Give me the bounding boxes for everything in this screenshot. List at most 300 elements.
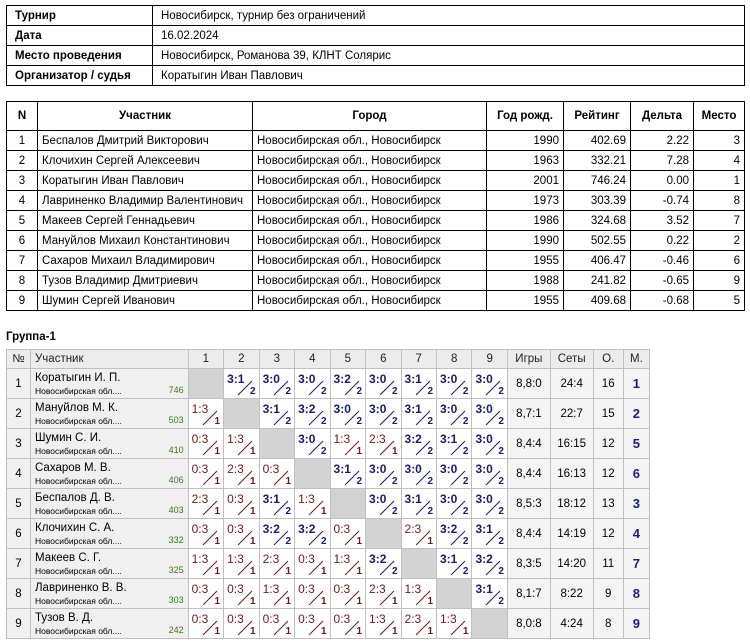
crosstable-row: [7, 519, 650, 549]
participant-row: [7, 151, 745, 171]
crosstable-header: 6: [366, 350, 401, 369]
match-score: 2:3: [369, 432, 386, 446]
match-points: 2: [285, 536, 292, 547]
match-score: 3:2: [262, 522, 280, 536]
match-cell: [224, 609, 259, 639]
match-points: 1: [214, 446, 221, 457]
place-stat: 5: [623, 429, 649, 459]
match-points: 1: [214, 536, 221, 547]
points-stat: 8: [593, 609, 623, 639]
match-points: 1: [250, 536, 256, 547]
crosstable-header: 4: [295, 350, 330, 369]
crosstable-header: 1: [188, 350, 223, 369]
match-score: 3:1: [262, 492, 280, 506]
match-points: 2: [320, 416, 327, 427]
diagonal-cell: [295, 459, 330, 489]
info-value: Коратыгин Иван Павлович: [153, 66, 745, 86]
participant-cell: Новосибирская обл., Новосибирск: [253, 191, 487, 211]
match-cell: [401, 369, 436, 399]
match-points: 1: [356, 626, 363, 637]
sets-stat: 16:13: [550, 459, 593, 489]
place-stat: 7: [623, 549, 649, 579]
match-score: 3:0: [475, 402, 493, 416]
match-points: 2: [498, 566, 504, 577]
column-header: Дельта: [631, 102, 694, 131]
match-points: 1: [250, 476, 256, 487]
match-cell: [472, 399, 507, 429]
diagonal-cell: [188, 369, 223, 399]
participant-cell: 4: [7, 191, 38, 211]
match-points: 1: [427, 626, 433, 637]
match-cell: [437, 489, 472, 519]
participant-cell: 8: [7, 271, 38, 291]
match-points: 2: [250, 386, 256, 397]
points-stat: 12: [593, 429, 623, 459]
match-cell: [437, 459, 472, 489]
participant-row: [7, 171, 745, 191]
match-cell: [224, 489, 259, 519]
column-header: Рейтинг: [564, 102, 631, 131]
games-stat: 8,1:7: [507, 579, 550, 609]
match-cell: [295, 399, 330, 429]
match-score: 2:3: [227, 462, 244, 476]
match-score: 3:0: [475, 372, 493, 386]
info-row: [7, 66, 745, 86]
match-points: 2: [427, 386, 433, 397]
player-number: 5: [7, 489, 31, 519]
match-points: 1: [320, 566, 327, 577]
match-score: 3:1: [227, 372, 245, 386]
match-cell: [259, 369, 294, 399]
match-points: 2: [427, 506, 433, 517]
match-cell: [188, 489, 223, 519]
player-region: Новосибирская обл....: [35, 536, 122, 546]
participant-cell: 1963: [487, 151, 564, 171]
column-header: N: [7, 102, 38, 131]
match-points: 2: [320, 386, 327, 397]
player-cell: [31, 609, 189, 639]
match-points: 2: [391, 386, 398, 397]
match-score: 2:3: [369, 582, 386, 596]
crosstable-header: 3: [259, 350, 294, 369]
match-cell: [188, 579, 223, 609]
player-name: Клочихин С. А.: [35, 522, 115, 534]
match-score: 2:3: [404, 612, 422, 626]
match-points: 1: [320, 506, 327, 517]
match-cell: [401, 399, 436, 429]
participant-cell: Коратыгин Иван Павлович: [38, 171, 253, 191]
match-score: 3:1: [475, 522, 493, 536]
player-name: Тузов В. Д.: [35, 612, 94, 624]
participant-row: [7, 191, 745, 211]
player-cell: [31, 369, 189, 399]
match-cell: [401, 429, 436, 459]
match-score: 3:2: [298, 402, 316, 416]
match-points: 2: [498, 386, 504, 397]
match-score: 3:2: [333, 372, 351, 386]
match-points: 2: [498, 596, 504, 607]
participant-row: [7, 231, 745, 251]
crosstable-header: 5: [330, 350, 365, 369]
match-points: 1: [320, 626, 327, 637]
match-points: 2: [498, 506, 504, 517]
match-points: 2: [391, 566, 398, 577]
participant-cell: 2: [694, 231, 745, 251]
participant-row: [7, 291, 745, 311]
diagonal-cell: [472, 609, 507, 639]
participant-cell: 2.22: [631, 131, 694, 151]
player-rating: 410: [168, 445, 184, 455]
info-label: Дата: [7, 26, 153, 46]
participant-cell: Мануйлов Михаил Константинович: [38, 231, 253, 251]
match-cell: [330, 519, 365, 549]
match-cell: [472, 489, 507, 519]
crosstable-row: [7, 459, 650, 489]
match-points: 2: [462, 536, 469, 547]
participant-cell: 1: [7, 131, 38, 151]
participant-cell: Сахаров Михаил Владимирович: [38, 251, 253, 271]
match-points: 2: [285, 386, 292, 397]
match-points: 1: [427, 596, 433, 607]
column-header: Город: [253, 102, 487, 131]
match-score: 0:3: [227, 582, 244, 596]
participant-cell: 8: [694, 191, 745, 211]
match-score: 1:3: [227, 432, 244, 446]
participant-row: [7, 251, 745, 271]
sets-stat: 8:22: [550, 579, 593, 609]
player-region: Новосибирская обл....: [35, 416, 122, 426]
participant-cell: Новосибирская обл., Новосибирск: [253, 151, 487, 171]
player-name: Коратыгин И. П.: [35, 372, 121, 384]
participant-cell: -0.46: [631, 251, 694, 271]
match-cell: [366, 579, 401, 609]
match-cell: [366, 369, 401, 399]
match-cell: [401, 459, 436, 489]
crosstable-header-row: [7, 350, 650, 369]
player-cell: [31, 549, 189, 579]
participant-cell: 7: [694, 211, 745, 231]
points-stat: 12: [593, 459, 623, 489]
match-cell: [472, 579, 507, 609]
participant-cell: 6: [694, 251, 745, 271]
match-points: 1: [250, 566, 256, 577]
player-cell: [31, 459, 189, 489]
player-region: Новосибирская обл....: [35, 596, 122, 606]
participant-cell: 1955: [487, 291, 564, 311]
match-cell: [472, 429, 507, 459]
participant-cell: 1986: [487, 211, 564, 231]
match-points: 1: [214, 626, 221, 637]
crosstable-header: Сеты: [550, 350, 593, 369]
match-score: 3:2: [298, 522, 316, 536]
match-cell: [259, 519, 294, 549]
match-score: 3:0: [440, 372, 458, 386]
sets-stat: 16:15: [550, 429, 593, 459]
player-cell: [31, 399, 189, 429]
match-cell: [366, 549, 401, 579]
match-score: 2:3: [262, 552, 280, 566]
player-rating: 242: [168, 625, 184, 635]
player-rating: 325: [168, 565, 184, 575]
participant-cell: 6: [7, 231, 38, 251]
player-region: Новосибирская обл....: [35, 566, 122, 576]
match-cell: [188, 549, 223, 579]
points-stat: 11: [593, 549, 623, 579]
info-row: [7, 6, 745, 26]
match-points: 1: [214, 596, 221, 607]
match-score: 3:1: [404, 372, 422, 386]
match-cell: [437, 429, 472, 459]
match-cell: [437, 399, 472, 429]
crosstable-header: Участник: [31, 350, 189, 369]
match-score: 3:1: [475, 582, 493, 596]
info-label: Место проведения: [7, 46, 153, 66]
match-score: 3:0: [369, 402, 387, 416]
match-cell: [330, 429, 365, 459]
match-cell: [188, 399, 223, 429]
participant-cell: Новосибирская обл., Новосибирск: [253, 291, 487, 311]
match-points: 2: [498, 416, 504, 427]
match-cell: [330, 399, 365, 429]
participant-cell: 9: [7, 291, 38, 311]
match-score: 3:1: [440, 552, 458, 566]
participant-cell: 5: [7, 211, 38, 231]
match-cell: [224, 429, 259, 459]
match-points: 1: [285, 626, 292, 637]
player-number: 3: [7, 429, 31, 459]
match-points: 1: [214, 476, 221, 487]
match-points: 2: [427, 476, 433, 487]
match-cell: [330, 369, 365, 399]
participant-cell: 402.69: [564, 131, 631, 151]
participant-cell: 1988: [487, 271, 564, 291]
match-points: 1: [391, 446, 398, 457]
points-stat: 13: [593, 489, 623, 519]
match-score: 3:0: [298, 372, 316, 386]
participant-cell: 2: [7, 151, 38, 171]
diagonal-cell: [437, 579, 472, 609]
participant-cell: 7.28: [631, 151, 694, 171]
match-score: 2:3: [404, 522, 422, 536]
player-rating: 746: [168, 385, 184, 395]
match-score: 3:0: [369, 492, 387, 506]
match-points: 2: [391, 476, 398, 487]
match-cell: [330, 459, 365, 489]
match-cell: [259, 549, 294, 579]
match-points: 1: [214, 506, 221, 517]
match-points: 1: [391, 626, 398, 637]
match-score: 3:0: [298, 432, 316, 446]
points-stat: 9: [593, 579, 623, 609]
match-score: 3:0: [475, 432, 493, 446]
diagonal-cell: [401, 549, 436, 579]
crosstable-header: №: [7, 350, 31, 369]
match-points: 1: [250, 626, 256, 637]
match-score: 0:3: [298, 552, 315, 566]
participant-cell: 332.21: [564, 151, 631, 171]
participant-cell: Новосибирская обл., Новосибирск: [253, 211, 487, 231]
sets-stat: 4:24: [550, 609, 593, 639]
match-cell: [224, 519, 259, 549]
match-score: 0:3: [191, 462, 209, 476]
match-score: 3:1: [440, 432, 458, 446]
match-score: 0:3: [298, 612, 315, 626]
match-cell: [366, 489, 401, 519]
match-points: 2: [391, 506, 398, 517]
match-score: 3:0: [440, 492, 458, 506]
match-score: 3:0: [262, 372, 280, 386]
info-label: Турнир: [7, 6, 153, 26]
match-points: 1: [356, 446, 363, 457]
match-score: 3:2: [369, 552, 387, 566]
player-name: Макеев С. Г.: [35, 552, 102, 564]
match-points: 2: [462, 566, 469, 577]
match-points: 2: [427, 416, 433, 427]
match-points: 1: [391, 596, 398, 607]
match-cell: [259, 489, 294, 519]
participant-cell: Беспалов Дмитрий Викторович: [38, 131, 253, 151]
participant-cell: Клочихин Сергей Алексеевич: [38, 151, 253, 171]
participant-cell: Новосибирская обл., Новосибирск: [253, 251, 487, 271]
match-score: 3:2: [475, 552, 493, 566]
player-name: Мануйлов М. К.: [35, 402, 119, 414]
sets-stat: 22:7: [550, 399, 593, 429]
match-cell: [366, 399, 401, 429]
player-rating: 406: [168, 475, 184, 485]
match-cell: [366, 459, 401, 489]
match-cell: [295, 369, 330, 399]
column-header: Год рожд.: [487, 102, 564, 131]
crosstable-row: [7, 429, 650, 459]
match-score: 0:3: [191, 522, 209, 536]
match-cell: [188, 429, 223, 459]
match-cell: [295, 489, 330, 519]
diagonal-cell: [224, 399, 259, 429]
match-cell: [437, 369, 472, 399]
participant-cell: 1990: [487, 131, 564, 151]
crosstable-row: [7, 579, 650, 609]
place-stat: 3: [623, 489, 649, 519]
player-name: Шумин С. И.: [35, 432, 102, 444]
match-cell: [401, 609, 436, 639]
player-number: 4: [7, 459, 31, 489]
match-cell: [472, 459, 507, 489]
place-stat: 2: [623, 399, 649, 429]
player-region: Новосибирская обл....: [35, 506, 122, 516]
participant-cell: Новосибирская обл., Новосибирск: [253, 271, 487, 291]
match-cell: [401, 579, 436, 609]
match-score: 0:3: [191, 612, 209, 626]
player-number: 8: [7, 579, 31, 609]
games-stat: 8,5:3: [507, 489, 550, 519]
match-score: 1:3: [191, 552, 209, 566]
match-score: 1:3: [404, 582, 422, 596]
player-cell: [31, 489, 189, 519]
match-cell: [295, 579, 330, 609]
match-points: 1: [214, 416, 221, 427]
match-score: 2:3: [191, 492, 209, 506]
games-stat: 8,7:1: [507, 399, 550, 429]
match-cell: [295, 519, 330, 549]
match-score: 0:3: [298, 582, 315, 596]
games-stat: 8,0:8: [507, 609, 550, 639]
info-value: 16.02.2024: [153, 26, 745, 46]
match-cell: [330, 609, 365, 639]
match-cell: [366, 429, 401, 459]
crosstable-header: М.: [623, 350, 649, 369]
match-cell: [224, 579, 259, 609]
match-points: 1: [356, 536, 363, 547]
player-rating: 403: [168, 505, 184, 515]
participant-cell: -0.65: [631, 271, 694, 291]
participant-cell: 1990: [487, 231, 564, 251]
tournament-info-table: [6, 5, 745, 86]
sets-stat: 14:19: [550, 519, 593, 549]
match-cell: [224, 459, 259, 489]
info-label: Организатор / судья: [7, 66, 153, 86]
match-score: 3:0: [369, 372, 387, 386]
match-cell: [295, 549, 330, 579]
match-points: 2: [320, 536, 327, 547]
match-points: 2: [462, 506, 469, 517]
column-header: Место: [694, 102, 745, 131]
match-cell: [401, 519, 436, 549]
match-points: 1: [214, 566, 221, 577]
participant-cell: 502.55: [564, 231, 631, 251]
crosstable-header: 9: [472, 350, 507, 369]
match-cell: [188, 609, 223, 639]
match-score: 1:3: [227, 552, 244, 566]
match-score: 0:3: [333, 612, 351, 626]
diagonal-cell: [366, 519, 401, 549]
match-score: 3:0: [475, 492, 493, 506]
games-stat: 8,4:4: [507, 459, 550, 489]
place-stat: 6: [623, 459, 649, 489]
match-cell: [366, 609, 401, 639]
match-score: 3:0: [333, 402, 351, 416]
participant-cell: 1: [694, 171, 745, 191]
match-cell: [437, 609, 472, 639]
match-points: 2: [462, 416, 469, 427]
crosstable-header: 8: [437, 350, 472, 369]
participant-cell: 241.82: [564, 271, 631, 291]
match-points: 1: [285, 476, 292, 487]
participant-cell: 3: [7, 171, 38, 191]
match-score: 1:3: [262, 582, 280, 596]
match-cell: [259, 609, 294, 639]
participant-cell: Лавриненко Владимир Валентинович: [38, 191, 253, 211]
match-score: 3:1: [404, 402, 422, 416]
participant-cell: 1955: [487, 251, 564, 271]
participant-cell: Новосибирская обл., Новосибирск: [253, 231, 487, 251]
participant-cell: 0.00: [631, 171, 694, 191]
participant-cell: 324.68: [564, 211, 631, 231]
player-name: Лавриненко В. В.: [35, 582, 127, 594]
match-points: 2: [427, 446, 433, 457]
crosstable-header: Игры: [507, 350, 550, 369]
games-stat: 8,8:0: [507, 369, 550, 399]
participants-header-row: [7, 102, 745, 131]
player-rating: 332: [168, 535, 184, 545]
participant-cell: Новосибирская обл., Новосибирск: [253, 131, 487, 151]
participant-cell: 406.47: [564, 251, 631, 271]
match-score: 3:1: [404, 492, 422, 506]
player-region: Новосибирская обл....: [35, 626, 122, 636]
crosstable-header: 7: [401, 350, 436, 369]
match-score: 3:1: [262, 402, 280, 416]
match-points: 1: [250, 506, 256, 517]
match-points: 1: [427, 536, 433, 547]
